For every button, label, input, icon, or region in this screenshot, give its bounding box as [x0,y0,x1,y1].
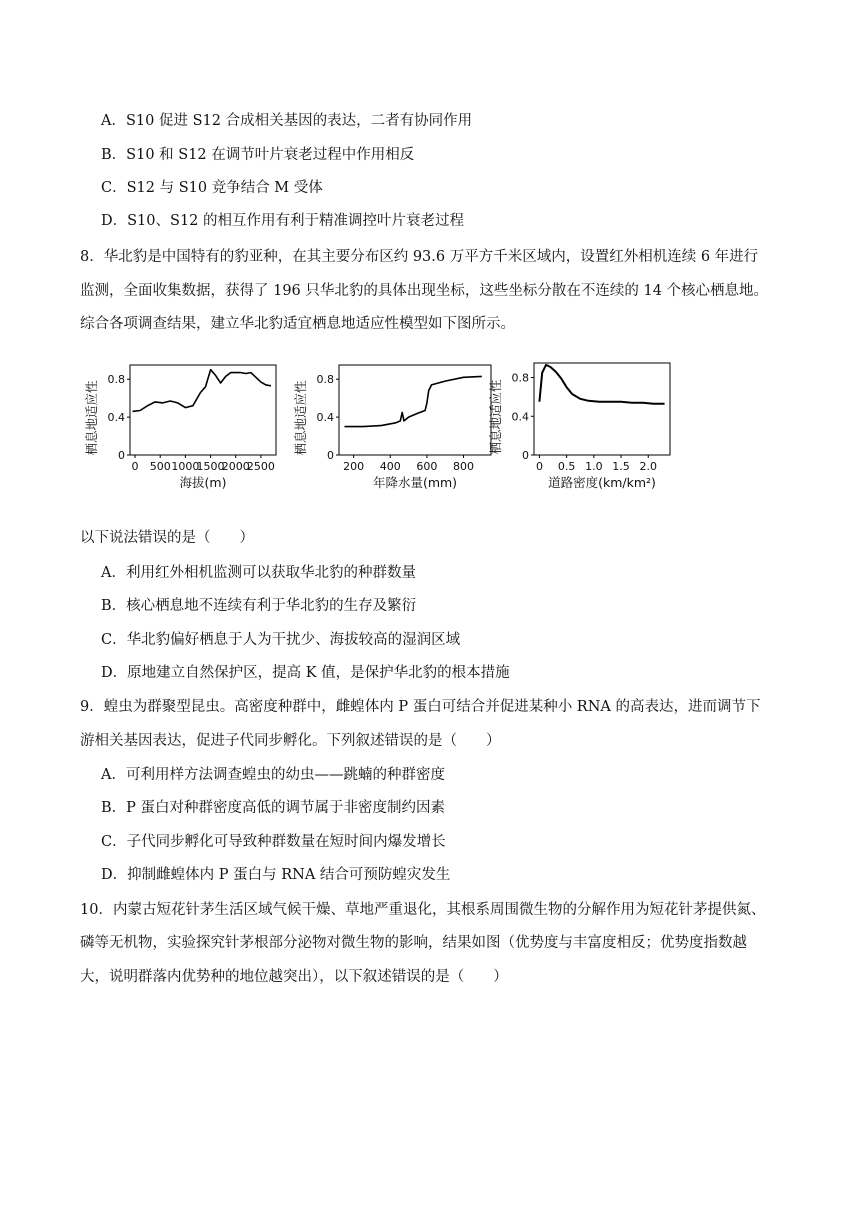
x-tick-label: 1500 [196,460,225,473]
x-tick-label: 200 [343,460,365,473]
y-tick-label: 0.4 [316,411,334,425]
y-tick-label: 0.4 [107,411,125,425]
y-tick-label: 0 [522,449,529,462]
y-tick-label: 0 [327,449,334,462]
x-tick-label: 0 [131,460,139,473]
chart-3 [488,363,670,490]
y-axis-label: 栖息地适应性 [293,380,308,456]
q8-option-c: C．华北豹偏好栖息于人为干扰少、海拔较高的湿润区域 [101,632,461,648]
x-tick-label: 1.0 [585,460,603,473]
q8-stem-line-2: 监测，全面收集数据，获得了 196 只华北豹的具体出现坐标，这些坐标分散在不连续的 14 个核心栖息地。 [80,283,769,299]
y-axis-label: 栖息地适应性 [84,380,99,456]
q7-option-b: B．S10 和 S12 在调节叶片衰老过程中作用相反 [101,147,415,163]
q9-option-d: D．抑制雌蝗体内 P 蛋白与 RNA 结合可预防蝗灾发生 [101,867,451,883]
q10-stem-line-1: 10．内蒙古短花针茅生活区域气候干燥、草地严重退化，其根系周围微生物的分解作用为短花针茅提供氮、 [80,902,766,918]
y-tick-label: 0.4 [511,410,529,424]
q8-option-d: D．原地建立自然保护区，提高 K 值，是保护华北豹的根本措施 [101,665,510,681]
y-tick-label: 0 [118,449,125,462]
y-tick-label: 0.8 [316,373,334,387]
q9-option-b: B．P 蛋白对种群密度高低的调节属于非密度制约因素 [101,800,446,816]
q10-stem-line-2: 磷等无机物，实验探究针茅根部分泌物对微生物的影响，结果如图（优势度与丰富度相反；优势度指数越 [80,935,747,951]
q9-stem-line-1: 9．蝗虫为群聚型昆虫。高密度种群中，雌蝗体内 P 蛋白可结合并促进某种小 RNA 的高表达，进而调节下 [80,699,761,715]
x-tick-label: 2000 [221,460,250,473]
q9-option-a: A．可利用样方法调查蝗虫的幼虫——跳蝻的种群密度 [101,767,445,783]
chart-2 [293,365,491,490]
x-axis-label: 年降水量(mm) [372,475,458,490]
x-tick-label: 400 [379,460,401,473]
y-axis-label: 栖息地适应性 [488,379,503,455]
habitat-suitability-charts [80,345,700,510]
q8-option-a: A．利用红外相机监测可以获取华北豹的种群数量 [101,565,416,581]
y-tick-label: 0.8 [511,371,529,385]
suitability-curve [133,370,272,412]
q8-question: 以下说法错误的是（ ） [80,530,254,546]
x-tick-label: 600 [416,460,438,473]
q9-option-c: C．子代同步孵化可导致种群数量在短时间内爆发增长 [101,834,446,850]
suitability-curve [345,376,482,426]
x-tick-label: 1000 [171,460,200,473]
plot-frame [130,365,276,455]
q9-stem-line-2: 游相关基因表达，促进子代同步孵化。下列叙述错误的是（ ） [80,733,501,749]
q7-option-a: A．S10 促进 S12 合成相关基因的表达，二者有协同作用 [101,113,473,129]
plot-frame [339,365,491,455]
x-axis-label: 海拔(m) [179,475,227,490]
x-tick-label: 0.5 [557,460,576,473]
x-tick-label: 500 [149,460,171,473]
q7-option-d: D．S10、S12 的相互作用有利于精准调控叶片衰老过程 [101,213,465,229]
x-tick-label: 800 [453,460,475,473]
x-tick-label: 2.0 [639,460,657,473]
suitability-curve [539,365,664,404]
chart-1 [84,365,276,490]
q7-option-c: C．S12 与 S10 竞争结合 M 受体 [101,180,323,196]
y-tick-label: 0.8 [107,373,125,387]
x-axis-label: 道路密度(km/km²) [548,475,656,490]
q8-stem-line-3: 综合各项调查结果，建立华北豹适宜栖息地适应性模型如下图所示。 [80,316,515,332]
q8-option-b: B．核心栖息地不连续有利于华北豹的生存及繁衍 [101,598,417,614]
q8-stem-line-1: 8．华北豹是中国特有的豹亚种，在其主要分布区约 93.6 万平方千米区域内，设置红外相机连续 6 年进行 [80,249,759,265]
q10-stem-line-3: 大，说明群落内优势种的地位越突出），以下叙述错误的是（ ） [80,969,508,985]
plot-frame [534,363,670,455]
x-tick-label: 1.5 [612,460,630,473]
x-tick-label: 0 [535,460,543,473]
x-tick-label: 2500 [246,460,275,473]
